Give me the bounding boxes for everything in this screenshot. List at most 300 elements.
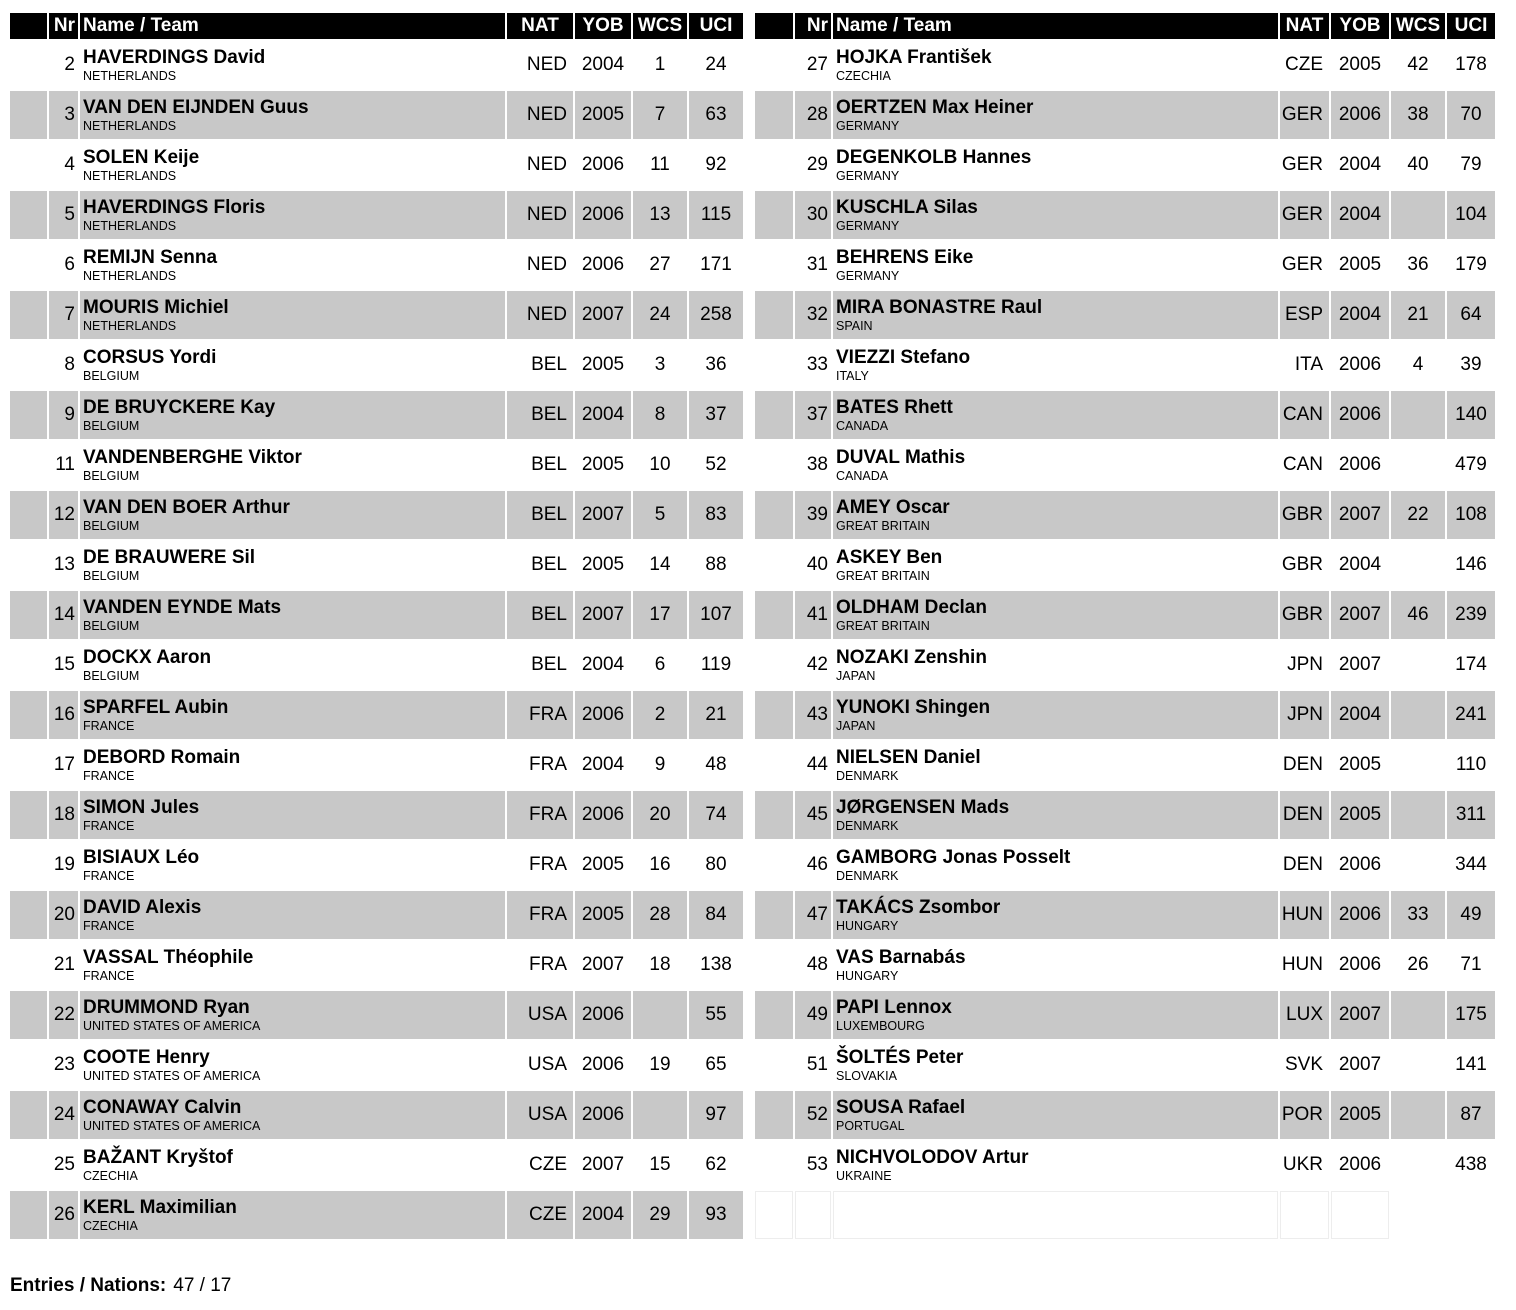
rider-year-of-birth: 2007 xyxy=(575,941,631,989)
rider-team: CANADA xyxy=(836,468,889,483)
rider-nation-code: CZE xyxy=(507,1141,573,1189)
rider-name: DOCKX Aaron xyxy=(83,646,212,668)
rider-number: 30 xyxy=(795,191,831,239)
rider-name-team-cell xyxy=(80,491,505,539)
rider-number: 45 xyxy=(795,791,831,839)
rider-uci-rank: 70 xyxy=(1447,91,1495,139)
row-stripe-cell xyxy=(755,891,793,939)
rider-wcs-rank: 15 xyxy=(633,1141,687,1189)
rider-name-team-cell xyxy=(80,441,505,489)
rider-row xyxy=(10,591,743,639)
rider-name: DE BRUYCKERE Kay xyxy=(83,396,276,418)
rider-wcs-rank: 42 xyxy=(1391,41,1445,89)
rider-nation-code: JPN xyxy=(1280,691,1329,739)
rider-team: GREAT BRITAIN xyxy=(836,568,930,583)
row-stripe-cell xyxy=(755,941,793,989)
rider-year-of-birth: 2006 xyxy=(575,1091,631,1139)
rider-year-of-birth: 2005 xyxy=(1331,1091,1389,1139)
rider-year-of-birth: 2005 xyxy=(1331,241,1389,289)
rider-number: 28 xyxy=(795,91,831,139)
rider-name-team-cell xyxy=(80,891,505,939)
rider-row xyxy=(755,791,1495,839)
rider-wcs-rank: 29 xyxy=(633,1191,687,1239)
rider-wcs-rank: 28 xyxy=(633,891,687,939)
rider-row xyxy=(10,391,743,439)
empty-row xyxy=(755,1191,1495,1239)
rider-team: FRANCE xyxy=(83,968,135,983)
rider-year-of-birth: 2005 xyxy=(575,841,631,889)
header-stripe-cell xyxy=(755,13,793,39)
rider-row xyxy=(755,541,1495,589)
rider-uci-rank: 24 xyxy=(689,41,743,89)
rider-uci-rank: 21 xyxy=(689,691,743,739)
rider-number: 7 xyxy=(49,291,78,339)
rider-name-team-cell xyxy=(833,541,1278,589)
rider-number: 41 xyxy=(795,591,831,639)
rider-row xyxy=(10,41,743,89)
rider-name: KERL Maximilian xyxy=(83,1196,237,1218)
rider-name: NICHVOLODOV Artur xyxy=(836,1146,1029,1168)
rider-nation-code: BEL xyxy=(507,591,573,639)
rider-row xyxy=(10,341,743,389)
rider-number: 26 xyxy=(49,1191,78,1239)
rider-name-team-cell xyxy=(833,1091,1278,1139)
rider-team: NETHERLANDS xyxy=(83,68,177,83)
rider-row xyxy=(755,391,1495,439)
rider-name: DE BRAUWERE Sil xyxy=(83,546,256,568)
rider-team: NETHERLANDS xyxy=(83,118,177,133)
rider-uci-rank: 62 xyxy=(689,1141,743,1189)
header-yob: YOB xyxy=(1331,13,1389,39)
rider-name: HAVERDINGS Floris xyxy=(83,196,266,218)
rider-name-team-cell xyxy=(833,391,1278,439)
rider-year-of-birth: 2007 xyxy=(1331,641,1389,689)
rider-year-of-birth: 2006 xyxy=(1331,341,1389,389)
rider-nation-code: DEN xyxy=(1280,741,1329,789)
row-stripe-cell xyxy=(755,691,793,739)
rider-year-of-birth: 2005 xyxy=(575,891,631,939)
rider-name-team-cell xyxy=(80,791,505,839)
rider-row xyxy=(10,541,743,589)
rider-uci-rank: 179 xyxy=(1447,241,1495,289)
rider-name: VANDENBERGHE Viktor xyxy=(83,446,302,468)
row-stripe-cell xyxy=(755,791,793,839)
rider-uci-rank: 108 xyxy=(1447,491,1495,539)
rider-nation-code: GER xyxy=(1280,141,1329,189)
rider-name-team-cell xyxy=(833,1141,1278,1189)
rider-row xyxy=(755,991,1495,1039)
rider-wcs-rank xyxy=(1391,1141,1445,1189)
rider-year-of-birth: 2004 xyxy=(1331,191,1389,239)
rider-year-of-birth: 2007 xyxy=(575,591,631,639)
rider-number: 40 xyxy=(795,541,831,589)
rider-row xyxy=(755,941,1495,989)
rider-name: SPARFEL Aubin xyxy=(83,696,229,718)
rider-wcs-rank xyxy=(1391,441,1445,489)
row-stripe-cell xyxy=(10,441,47,489)
rider-name: KUSCHLA Silas xyxy=(836,196,978,218)
rider-uci-rank: 92 xyxy=(689,141,743,189)
rider-wcs-rank xyxy=(1391,191,1445,239)
rider-name: DRUMMOND Ryan xyxy=(83,996,250,1018)
rider-year-of-birth: 2004 xyxy=(575,641,631,689)
rider-nation-code: GBR xyxy=(1280,591,1329,639)
rider-uci-rank: 311 xyxy=(1447,791,1495,839)
rider-row xyxy=(755,741,1495,789)
rider-row xyxy=(755,841,1495,889)
rider-nation-code: USA xyxy=(507,1091,573,1139)
rider-nation-code: DEN xyxy=(1280,841,1329,889)
rider-uci-rank: 241 xyxy=(1447,691,1495,739)
rider-wcs-rank: 38 xyxy=(1391,91,1445,139)
rider-row xyxy=(10,991,743,1039)
rider-uci-rank: 48 xyxy=(689,741,743,789)
rider-wcs-rank: 33 xyxy=(1391,891,1445,939)
rider-nation-code: HUN xyxy=(1280,891,1329,939)
rider-row xyxy=(10,291,743,339)
row-stripe-cell xyxy=(10,1191,47,1239)
rider-number: 25 xyxy=(49,1141,78,1189)
rider-nation-code: NED xyxy=(507,41,573,89)
row-stripe-cell xyxy=(10,591,47,639)
rider-wcs-rank xyxy=(1391,791,1445,839)
rider-nation-code: CZE xyxy=(1280,41,1329,89)
rider-wcs-rank xyxy=(1391,391,1445,439)
rider-nation-code: SVK xyxy=(1280,1041,1329,1089)
rider-name-team-cell xyxy=(80,941,505,989)
row-stripe-cell xyxy=(755,41,793,89)
rider-name-team-cell xyxy=(80,741,505,789)
rider-number: 8 xyxy=(49,341,78,389)
rider-number: 9 xyxy=(49,391,78,439)
rider-row xyxy=(10,1191,743,1239)
rider-number: 51 xyxy=(795,1041,831,1089)
rider-wcs-rank: 26 xyxy=(1391,941,1445,989)
rider-name: VANDEN EYNDE Mats xyxy=(83,596,282,618)
rider-row xyxy=(10,841,743,889)
rider-nation-code: HUN xyxy=(1280,941,1329,989)
rider-year-of-birth: 2007 xyxy=(575,491,631,539)
rider-number: 20 xyxy=(49,891,78,939)
rider-number: 3 xyxy=(49,91,78,139)
rider-name: YUNOKI Shingen xyxy=(836,696,991,718)
rider-number: 44 xyxy=(795,741,831,789)
rider-team: CZECHIA xyxy=(83,1168,138,1183)
rider-name: AMEY Oscar xyxy=(836,496,950,518)
rider-row xyxy=(755,1091,1495,1139)
rider-uci-rank: 438 xyxy=(1447,1141,1495,1189)
header-nr: Nr xyxy=(795,13,831,39)
rider-uci-rank: 74 xyxy=(689,791,743,839)
row-stripe-cell xyxy=(10,291,47,339)
rider-name-team-cell xyxy=(833,891,1278,939)
rider-uci-rank: 107 xyxy=(689,591,743,639)
empty-cell xyxy=(755,1191,793,1239)
rider-year-of-birth: 2004 xyxy=(575,1191,631,1239)
rider-year-of-birth: 2006 xyxy=(575,241,631,289)
rider-name: MIRA BONASTRE Raul xyxy=(836,296,1043,318)
rider-wcs-rank: 8 xyxy=(633,391,687,439)
rider-wcs-rank: 3 xyxy=(633,341,687,389)
startlist-table-left xyxy=(8,11,745,1241)
rider-number: 17 xyxy=(49,741,78,789)
rider-number: 37 xyxy=(795,391,831,439)
rider-team: DENMARK xyxy=(836,768,899,783)
rider-number: 27 xyxy=(795,41,831,89)
rider-name: DUVAL Mathis xyxy=(836,446,966,468)
rider-wcs-rank: 7 xyxy=(633,91,687,139)
rider-number: 46 xyxy=(795,841,831,889)
rider-number: 42 xyxy=(795,641,831,689)
rider-team: DENMARK xyxy=(836,818,899,833)
rider-year-of-birth: 2007 xyxy=(1331,1041,1389,1089)
row-stripe-cell xyxy=(10,91,47,139)
rider-name-team-cell xyxy=(80,141,505,189)
rider-wcs-rank xyxy=(1391,841,1445,889)
rider-number: 22 xyxy=(49,991,78,1039)
rider-number: 48 xyxy=(795,941,831,989)
rider-year-of-birth: 2004 xyxy=(1331,291,1389,339)
header-nat: NAT xyxy=(1280,13,1329,39)
rider-name-team-cell xyxy=(80,591,505,639)
rider-uci-rank: 88 xyxy=(689,541,743,589)
row-stripe-cell xyxy=(755,991,793,1039)
rider-name: OERTZEN Max Heiner xyxy=(836,96,1034,118)
header-stripe-cell xyxy=(10,13,47,39)
rider-wcs-rank: 21 xyxy=(1391,291,1445,339)
rider-name-team-cell xyxy=(833,841,1278,889)
rider-year-of-birth: 2006 xyxy=(575,191,631,239)
row-stripe-cell xyxy=(10,141,47,189)
rider-name-team-cell xyxy=(833,691,1278,739)
rider-number: 29 xyxy=(795,141,831,189)
rider-nation-code: CZE xyxy=(507,1191,573,1239)
empty-cell xyxy=(1391,1191,1445,1239)
row-stripe-cell xyxy=(10,941,47,989)
rider-team: NETHERLANDS xyxy=(83,318,177,333)
header-wcs: WCS xyxy=(1391,13,1445,39)
rider-uci-rank: 39 xyxy=(1447,341,1495,389)
rider-name-team-cell xyxy=(833,41,1278,89)
rider-nation-code: ITA xyxy=(1280,341,1329,389)
rider-nation-code: BEL xyxy=(507,541,573,589)
rider-nation-code: FRA xyxy=(507,691,573,739)
row-stripe-cell xyxy=(10,1141,47,1189)
rider-name: REMIJN Senna xyxy=(83,246,218,268)
rider-wcs-rank: 11 xyxy=(633,141,687,189)
row-stripe-cell xyxy=(755,541,793,589)
header-uci: UCI xyxy=(1447,13,1495,39)
rider-row xyxy=(755,41,1495,89)
rider-year-of-birth: 2007 xyxy=(1331,991,1389,1039)
rider-wcs-rank: 27 xyxy=(633,241,687,289)
rider-team: FRANCE xyxy=(83,868,135,883)
rider-name: NOZAKI Zenshin xyxy=(836,646,987,668)
rider-name: CONAWAY Calvin xyxy=(83,1096,242,1118)
rider-year-of-birth: 2006 xyxy=(1331,841,1389,889)
rider-year-of-birth: 2006 xyxy=(1331,891,1389,939)
entries-nations-summary xyxy=(10,1275,1516,1297)
rider-wcs-rank: 10 xyxy=(633,441,687,489)
rider-wcs-rank: 6 xyxy=(633,641,687,689)
rider-row xyxy=(10,91,743,139)
rider-wcs-rank: 17 xyxy=(633,591,687,639)
table-body-left xyxy=(10,41,743,1239)
rider-year-of-birth: 2007 xyxy=(575,291,631,339)
row-stripe-cell xyxy=(10,741,47,789)
rider-year-of-birth: 2005 xyxy=(1331,741,1389,789)
rider-uci-rank: 175 xyxy=(1447,991,1495,1039)
header-nat: NAT xyxy=(507,13,573,39)
rider-team: SLOVAKIA xyxy=(836,1068,897,1083)
rider-uci-rank: 110 xyxy=(1447,741,1495,789)
rider-name: HOJKA František xyxy=(836,46,992,68)
row-stripe-cell xyxy=(755,291,793,339)
startlist-columns-wrapper xyxy=(8,11,1516,1241)
startlist-table-right xyxy=(753,11,1497,1241)
rider-name-team-cell xyxy=(833,741,1278,789)
rider-nation-code: DEN xyxy=(1280,791,1329,839)
rider-uci-rank: 71 xyxy=(1447,941,1495,989)
rider-name: ASKEY Ben xyxy=(836,546,943,568)
rider-number: 38 xyxy=(795,441,831,489)
header-uci: UCI xyxy=(689,13,743,39)
rider-uci-rank: 36 xyxy=(689,341,743,389)
rider-row xyxy=(10,691,743,739)
row-stripe-cell xyxy=(10,991,47,1039)
header-row xyxy=(10,13,743,39)
rider-team: SPAIN xyxy=(836,318,873,333)
rider-row xyxy=(755,191,1495,239)
rider-team: FRANCE xyxy=(83,718,135,733)
rider-name: DEBORD Romain xyxy=(83,746,241,768)
rider-name-team-cell xyxy=(80,641,505,689)
rider-year-of-birth: 2007 xyxy=(1331,591,1389,639)
rider-team: BELGIUM xyxy=(83,668,140,683)
rider-team: BELGIUM xyxy=(83,618,140,633)
rider-name: CORSUS Yordi xyxy=(83,346,217,368)
rider-uci-rank: 63 xyxy=(689,91,743,139)
row-stripe-cell xyxy=(755,91,793,139)
rider-nation-code: NED xyxy=(507,291,573,339)
rider-team: CZECHIA xyxy=(83,1218,138,1233)
rider-wcs-rank: 14 xyxy=(633,541,687,589)
rider-number: 15 xyxy=(49,641,78,689)
rider-nation-code: JPN xyxy=(1280,641,1329,689)
rider-row xyxy=(755,691,1495,739)
rider-nation-code: USA xyxy=(507,1041,573,1089)
empty-cell xyxy=(1331,1191,1389,1239)
rider-nation-code: FRA xyxy=(507,891,573,939)
rider-name-team-cell xyxy=(80,541,505,589)
rider-name-team-cell xyxy=(80,291,505,339)
rider-name: HAVERDINGS David xyxy=(83,46,266,68)
rider-wcs-rank xyxy=(633,991,687,1039)
rider-uci-rank: 37 xyxy=(689,391,743,439)
header-wcs: WCS xyxy=(633,13,687,39)
row-stripe-cell xyxy=(755,841,793,889)
row-stripe-cell xyxy=(10,241,47,289)
rider-name: DAVID Alexis xyxy=(83,896,202,918)
rider-row xyxy=(755,141,1495,189)
table-header xyxy=(10,13,743,39)
row-stripe-cell xyxy=(10,391,47,439)
rider-team: UNITED STATES OF AMERICA xyxy=(83,1068,261,1083)
rider-number: 13 xyxy=(49,541,78,589)
rider-name: JØRGENSEN Mads xyxy=(836,796,1010,818)
rider-team: HUNGARY xyxy=(836,968,899,983)
rider-row xyxy=(10,941,743,989)
row-stripe-cell xyxy=(10,841,47,889)
rider-wcs-rank: 46 xyxy=(1391,591,1445,639)
rider-team: GERMANY xyxy=(836,118,900,133)
rider-number: 33 xyxy=(795,341,831,389)
rider-year-of-birth: 2006 xyxy=(1331,1141,1389,1189)
header-name-team: Name / Team xyxy=(80,13,505,39)
rider-name-team-cell xyxy=(833,91,1278,139)
rider-name: BAŽANT Kryštof xyxy=(83,1146,233,1168)
rider-name-team-cell xyxy=(833,241,1278,289)
rider-nation-code: NED xyxy=(507,241,573,289)
rider-wcs-rank xyxy=(1391,691,1445,739)
rider-number: 5 xyxy=(49,191,78,239)
rider-team: CZECHIA xyxy=(836,68,891,83)
rider-row xyxy=(10,241,743,289)
rider-nation-code: BEL xyxy=(507,641,573,689)
rider-team: BELGIUM xyxy=(83,468,140,483)
rider-uci-rank: 138 xyxy=(689,941,743,989)
rider-number: 14 xyxy=(49,591,78,639)
row-stripe-cell xyxy=(755,191,793,239)
rider-team: UKRAINE xyxy=(836,1168,892,1183)
rider-nation-code: CAN xyxy=(1280,441,1329,489)
rider-name-team-cell xyxy=(80,1091,505,1139)
rider-team: FRANCE xyxy=(83,818,135,833)
row-stripe-cell xyxy=(10,891,47,939)
rider-nation-code: FRA xyxy=(507,741,573,789)
rider-name-team-cell xyxy=(80,41,505,89)
rider-year-of-birth: 2007 xyxy=(575,1141,631,1189)
rider-row xyxy=(755,491,1495,539)
rider-team: BELGIUM xyxy=(83,418,140,433)
entries-nations-label: Entries / Nations: xyxy=(10,1275,167,1296)
rider-year-of-birth: 2004 xyxy=(575,41,631,89)
rider-name-team-cell xyxy=(833,1041,1278,1089)
rider-uci-rank: 146 xyxy=(1447,541,1495,589)
rider-year-of-birth: 2006 xyxy=(1331,441,1389,489)
rider-name: MOURIS Michiel xyxy=(83,296,229,318)
rider-row xyxy=(10,491,743,539)
rider-row xyxy=(755,291,1495,339)
rider-name-team-cell xyxy=(80,841,505,889)
empty-cell xyxy=(1280,1191,1329,1239)
rider-year-of-birth: 2005 xyxy=(575,441,631,489)
rider-name-team-cell xyxy=(833,191,1278,239)
rider-row xyxy=(755,591,1495,639)
row-stripe-cell xyxy=(755,441,793,489)
rider-row xyxy=(755,891,1495,939)
row-stripe-cell xyxy=(755,141,793,189)
rider-year-of-birth: 2004 xyxy=(575,391,631,439)
rider-number: 6 xyxy=(49,241,78,289)
rider-team: PORTUGAL xyxy=(836,1118,905,1133)
rider-uci-rank: 52 xyxy=(689,441,743,489)
rider-nation-code: NED xyxy=(507,141,573,189)
row-stripe-cell xyxy=(10,491,47,539)
rider-uci-rank: 65 xyxy=(689,1041,743,1089)
rider-team: GREAT BRITAIN xyxy=(836,618,930,633)
rider-name-team-cell xyxy=(833,341,1278,389)
